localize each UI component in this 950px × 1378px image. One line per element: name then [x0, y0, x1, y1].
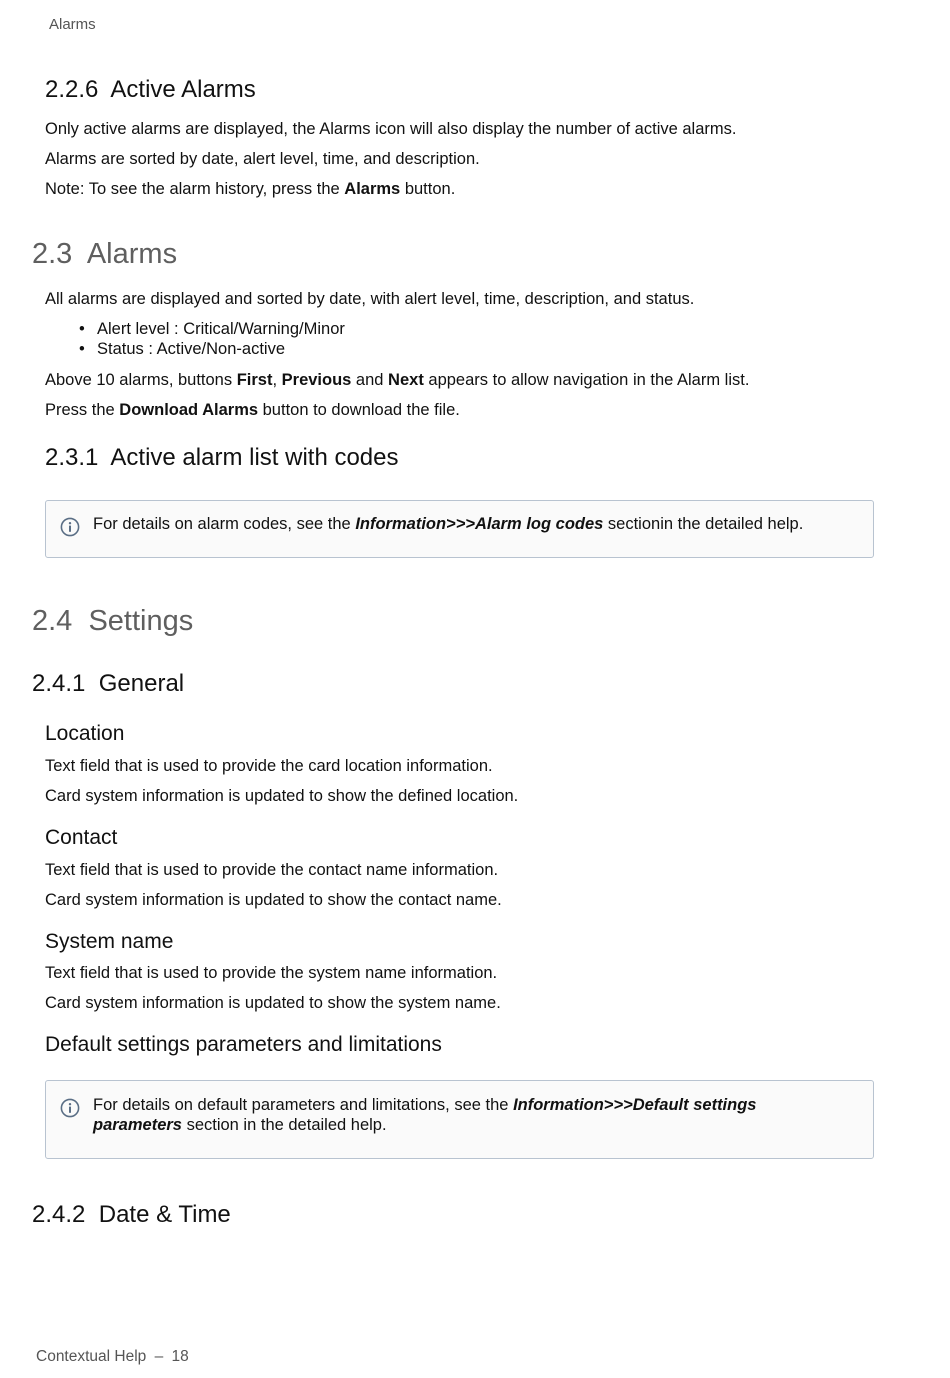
section-heading-2-2-6 — [45, 76, 256, 104]
section-heading-2-3-1 — [45, 444, 399, 472]
bold-italic-text: Information>>>Default settings parameters — [93, 1096, 757, 1134]
paragraph: Text field that is used to provide the card location information. — [45, 757, 493, 775]
bold-text: Alarms — [344, 180, 401, 198]
text: sectionin the detailed help. — [603, 515, 804, 533]
text: and — [351, 371, 389, 389]
page-number: 18 — [171, 1348, 189, 1365]
bold-text: Download Alarms — [119, 401, 259, 419]
paragraph: Alarms are sorted by date, alert level, time, and description. — [45, 150, 480, 168]
list-item-text: Status : Active/Non-active — [97, 340, 286, 358]
text: button. — [400, 180, 456, 198]
bold-italic-text: Information>>>Alarm log codes — [355, 515, 604, 533]
info-note — [45, 1080, 874, 1159]
subheading-system-name: System name — [45, 930, 174, 953]
section-number: 2.3 — [32, 238, 73, 270]
paragraph: Text field that is used to provide the contact name information. — [45, 861, 499, 879]
note-text — [93, 514, 843, 534]
page-footer — [36, 1348, 189, 1366]
paragraph: Text field that is used to provide the system name information. — [45, 964, 498, 982]
info-circle-icon — [60, 1098, 80, 1118]
note-text — [93, 1095, 803, 1135]
section-title: Settings — [88, 605, 194, 637]
subheading-default-settings: Default settings parameters and limitations — [45, 1033, 442, 1056]
section-number: 2.3.1 — [45, 444, 99, 471]
text: For details on default parameters and limitations, see the — [93, 1096, 514, 1114]
bullet-icon: • — [79, 340, 85, 358]
text: Note: To see the alarm history, press the — [45, 180, 345, 198]
section-number: 2.4 — [32, 605, 73, 637]
text: , — [272, 371, 282, 389]
paragraph-navigation — [45, 370, 749, 390]
info-circle-icon — [60, 517, 80, 537]
bold-text: First — [236, 371, 273, 389]
section-number: 2.2.6 — [45, 76, 99, 103]
section-title: Alarms — [86, 238, 178, 270]
bold-text: Previous — [281, 371, 352, 389]
text: appears to allow navigation in the Alarm list. — [423, 371, 750, 389]
paragraph-note — [45, 179, 455, 199]
text: For details on alarm codes, see the — [93, 515, 356, 533]
list-item — [79, 319, 345, 339]
subheading-contact: Contact — [45, 826, 118, 849]
paragraph: All alarms are displayed and sorted by date, with alert level, time, description, and status. — [45, 290, 695, 308]
bullet-list — [79, 319, 345, 359]
list-item — [79, 339, 345, 359]
section-number: 2.4.2 — [32, 1201, 86, 1228]
info-note — [45, 500, 874, 558]
paragraph: Only active alarms are displayed, the Alarms icon will also display the number of active alarms. — [45, 120, 737, 138]
subheading-location: Location — [45, 722, 125, 745]
bold-text: Next — [388, 371, 424, 389]
section-heading-2-4 — [32, 605, 193, 638]
section-number: 2.4.1 — [32, 670, 86, 697]
section-heading-2-3 — [32, 238, 177, 271]
section-heading-2-4-1 — [32, 670, 184, 698]
section-title: Date & Time — [98, 1201, 231, 1228]
section-heading-2-4-2 — [32, 1201, 231, 1229]
paragraph: Card system information is updated to show the contact name. — [45, 891, 502, 909]
footer-label: Contextual Help — [36, 1348, 147, 1365]
paragraph: Card system information is updated to show the defined location. — [45, 787, 519, 805]
text: Press the — [45, 401, 120, 419]
text: button to download the file. — [258, 401, 460, 419]
text: Above 10 alarms, buttons — [45, 371, 237, 389]
bullet-icon: • — [79, 320, 85, 338]
footer-separator: – — [154, 1348, 164, 1365]
paragraph: Card system information is updated to show the system name. — [45, 994, 501, 1012]
list-item-text: Alert level : Critical/Warning/Minor — [97, 320, 345, 338]
section-title: Active Alarms — [110, 76, 256, 103]
section-title: Active alarm list with codes — [110, 444, 399, 471]
paragraph-download — [45, 400, 460, 420]
running-header: Alarms — [49, 16, 96, 33]
text: section in the detailed help. — [181, 1116, 387, 1134]
section-title: General — [98, 670, 185, 697]
